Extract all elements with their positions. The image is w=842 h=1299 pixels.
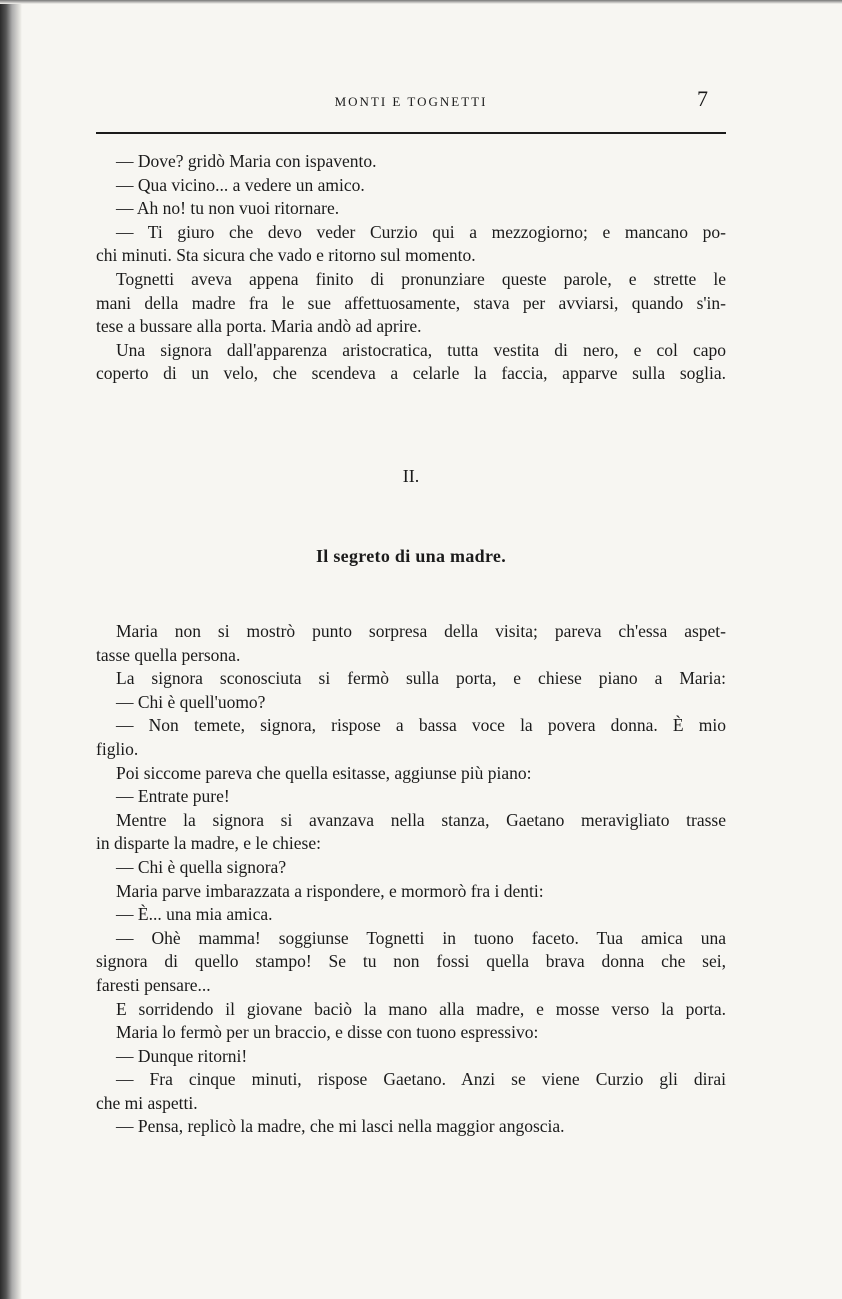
section-number: II. (402, 466, 420, 486)
text-line: La signora sconosciuta si fermò sulla porta, e chiese piano a Maria: (116, 668, 726, 689)
text-line: Una signora dall'apparenza aristocratica, tutta vestita di nero, e col capo (116, 339, 726, 360)
text-line: Mentre la signora si avanzava nella stanza, Gaetano meravigliato trasse (116, 809, 726, 830)
text-line: signora di quello stampo! Se tu non fossi quella brava donna che sei, (96, 951, 726, 972)
page-header (96, 88, 726, 118)
text-line: — Pensa, replicò la madre, che mi lasci nella maggior angoscia. (116, 1116, 565, 1137)
text-line: E sorridendo il giovane baciò la mano alla madre, e mosse verso la porta. (116, 998, 726, 1019)
section-title: Il segreto di una madre. (315, 546, 507, 566)
text-line: mani della madre fra le sue affettuosamente, stava per avviarsi, quando s'in- (96, 292, 726, 313)
page-top-edge (0, 0, 842, 4)
text-line: — Ti giuro che devo veder Curzio qui a mezzogiorno; e mancano po- (116, 221, 726, 242)
text-line: — Ohè mamma! soggiunse Tognetti in tuono faceto. Tua amica una (116, 927, 726, 948)
text-line: — È... una mia amica. (116, 904, 273, 925)
text-line: tasse quella persona. (96, 644, 241, 665)
text-line: tese a bussare alla porta. Maria andò ad aprire. (96, 316, 422, 337)
text-line: — Dove? gridò Maria con ispavento. (116, 151, 377, 171)
text-line: Maria parve imbarazzata a rispondere, e mormorò fra i denti: (116, 880, 544, 901)
text-line: figlio. (96, 738, 139, 759)
text-line: coperto di un velo, che scendeva a celarle la faccia, apparve sulla soglia. (96, 363, 726, 384)
text-line: in disparte la madre, e le chiese: (96, 833, 321, 854)
text-line: — Non temete, signora, rispose a bassa voce la povera donna. È mio (116, 715, 726, 736)
running-title: MONTI E TOGNETTI (334, 94, 488, 109)
page-number: 7 (697, 86, 708, 111)
text-line: Maria non si mostrò punto sorpresa della visita; pareva ch'essa aspet- (116, 621, 726, 641)
text-line: Poi siccome pareva che quella esitasse, aggiunse più piano: (116, 762, 532, 783)
text-line: chi minuti. Sta sicura che vado e ritorno sul momento. (96, 245, 476, 266)
text-line: — Chi è quell'uomo? (116, 691, 266, 712)
text-line: — Ah no! tu non vuoi ritornare. (116, 198, 340, 219)
text-line: — Dunque ritorni! (116, 1045, 248, 1066)
text-block-1 (96, 150, 726, 386)
text-line: Maria lo fermò per un braccio, e disse con tuono espressivo: (116, 1022, 539, 1043)
text-line: — Qua vicino... a vedere un amico. (116, 174, 365, 195)
text-line: — Fra cinque minuti, rispose Gaetano. Anzi se viene Curzio gli dirai (116, 1069, 726, 1090)
binding-gutter (0, 0, 22, 1299)
text-line: — Entrate pure! (116, 786, 230, 807)
text-line: — Chi è quella signora? (116, 856, 287, 877)
text-line: Tognetti aveva appena finito di pronunziare queste parole, e strette le (116, 268, 726, 289)
text-block-2 (96, 620, 726, 1139)
header-rule (96, 132, 726, 134)
text-line: che mi aspetti. (96, 1092, 198, 1113)
text-line: faresti pensare... (96, 974, 211, 995)
